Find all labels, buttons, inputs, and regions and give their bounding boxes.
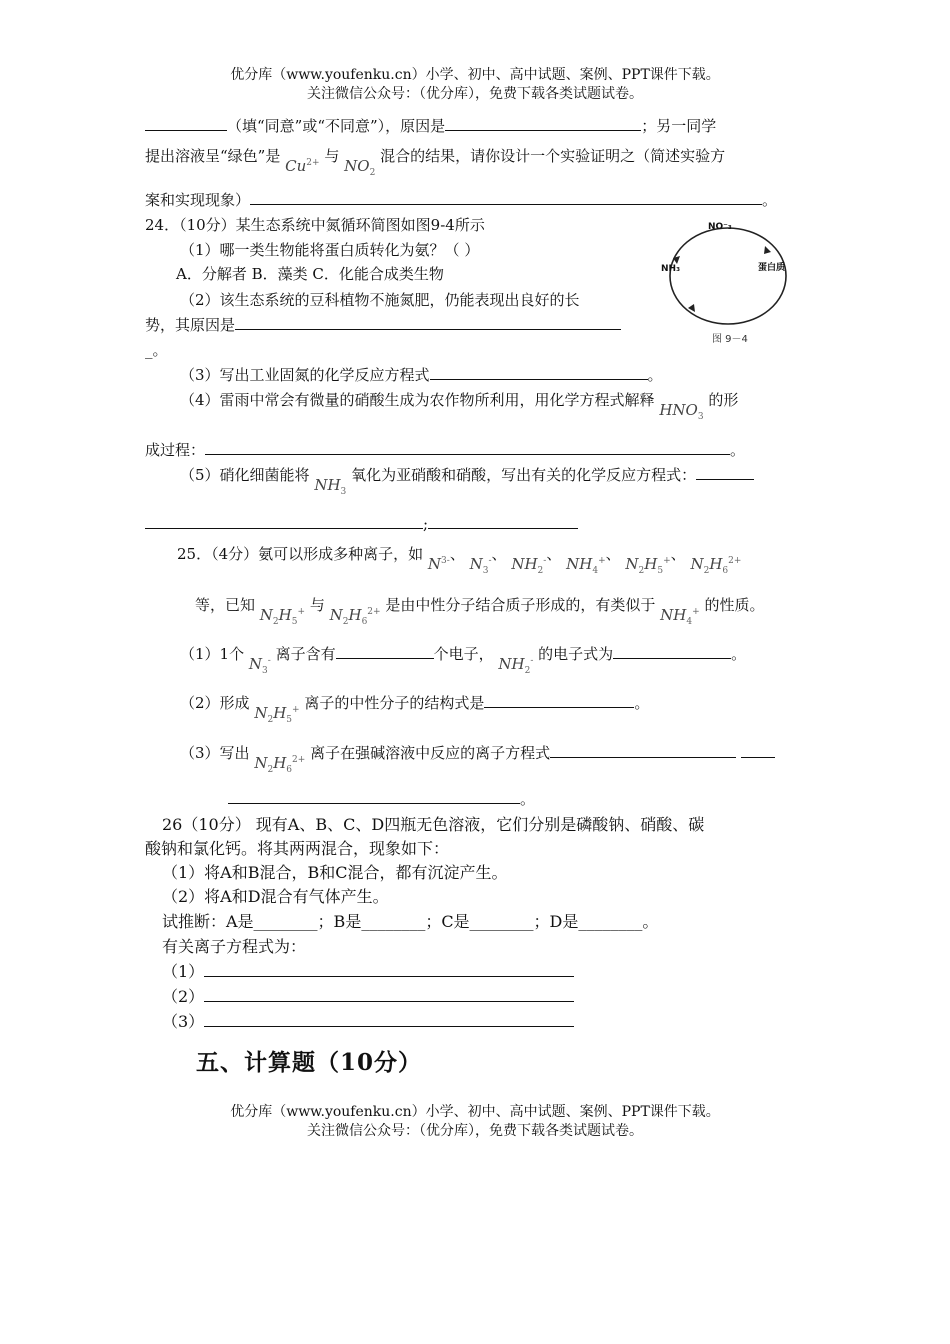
q26-title: 26（10分） 现有A、B、C、D四瓶无色溶液，它们分别是磷酸钠、硝酸、碳	[162, 815, 705, 834]
formula-nh2minus: $NH_2^-$	[511, 555, 547, 576]
q26-equation-2	[162, 987, 574, 1007]
formula-n2h5plus: $N_2H_5^+$	[259, 606, 306, 627]
diagram-label-protein: 蛋白质	[758, 263, 786, 273]
q25-text: 离子的中性分子的结构式是	[304, 694, 485, 712]
q26-text: （3）	[162, 1012, 205, 1031]
answer-blank[interactable]	[550, 743, 736, 758]
q25-text: 。	[634, 694, 650, 712]
separator: 、	[605, 545, 621, 563]
q24-text: （3）写出工业固氮的化学反应方程式	[180, 366, 430, 384]
q25-part-3-line-2	[228, 789, 535, 809]
formula-nh2minus: $NH_2^-$	[498, 655, 534, 676]
q25-text: 25．（4分）氨可以形成多种离子，如	[177, 545, 424, 563]
q24-text: 氧化为亚硝酸和硝酸，写出有关的化学反应方程式：	[351, 466, 697, 484]
q23-text: 与	[324, 147, 340, 165]
q24-text: 的形	[708, 391, 739, 409]
q25-text: 。	[520, 790, 536, 808]
section-heading: 五、计算题（10分）	[196, 1049, 423, 1076]
answer-blank[interactable]	[336, 644, 434, 659]
q24-title: 24．（10分）某生态系统中氮循环简图如图9-4所示	[145, 216, 485, 234]
q25-text: 与	[309, 596, 325, 614]
separator: 、	[670, 545, 686, 563]
q26-text: （2）	[162, 987, 205, 1006]
q23-text: 提出溶液呈“绿色”是	[145, 147, 281, 165]
q24-text: （5）硝化细菌能将	[180, 466, 310, 484]
answer-blank[interactable]	[145, 116, 227, 131]
formula-n2h6-2plus: $N_2H_6^{2+}$	[329, 606, 381, 627]
q25-text: （1）1个	[180, 645, 245, 663]
formula-n2h6-2plus: $N_2H_6^{2+}$	[690, 555, 742, 576]
q24-part-1-options: A．分解者 B．藻类 C．化能合成类生物	[176, 265, 444, 283]
formula-no2: $NO_2$	[344, 157, 376, 178]
answer-blank[interactable]	[204, 962, 574, 977]
q24-part-1: （1）哪一类生物能将蛋白质转化为氨？（ ）	[180, 241, 480, 259]
q24-part-4-line-2	[145, 440, 745, 460]
answer-blank[interactable]	[235, 315, 621, 330]
formula-n3-azide: $N_3^-$	[469, 555, 492, 576]
q25-text: 是由中性分子结合质子形成的，有类似于	[385, 596, 656, 614]
q24-part-5	[180, 465, 754, 497]
formula-nh4plus: $NH_4^+$	[566, 555, 606, 576]
q24-part-2: （2）该生态系统的豆科植物不施氮肥，仍能表现出良好的长	[180, 291, 580, 309]
q25-text: 。	[731, 645, 747, 663]
formula-n2h5plus: $N_2H_5^+$	[625, 555, 671, 576]
q25-text: 的电子式为	[538, 645, 614, 663]
q26-inference[interactable]: 试推断：A是________；B是________；C是________；D是________。	[162, 912, 659, 931]
q24-text: ;	[423, 515, 429, 533]
q26-title-line-2: 酸钠和氯化钙。将其两两混合，现象如下：	[145, 839, 450, 858]
q24-part-2-line-2	[145, 315, 621, 335]
q23-line-2	[145, 143, 726, 178]
footer-line-2: 关注微信公众号：（优分库），免费下载各类试题试卷。	[307, 1123, 643, 1139]
q25-text: （2）形成	[180, 694, 250, 712]
q25-text: 的性质。	[704, 596, 765, 614]
q24-text: 。	[730, 441, 746, 459]
q24-part-3	[180, 365, 663, 385]
q24-part-2-line-3: _。	[145, 341, 168, 359]
q25-line-2	[195, 592, 765, 627]
cycle-ellipse	[670, 228, 786, 324]
q26-equation-1	[162, 962, 574, 982]
diagram-caption: 图 9－4	[712, 334, 748, 345]
arrow-to-protein	[764, 246, 771, 254]
header-line-2: 关注微信公众号：（优分库），免费下载各类试题试卷。	[307, 86, 643, 102]
q24-text: 。	[647, 366, 663, 384]
answer-blank[interactable]	[741, 743, 775, 758]
q24-text: 势，其原因是	[145, 316, 236, 334]
answer-blank[interactable]	[145, 514, 423, 529]
q26-condition-1: （1）将A和B混合，B和C混合，都有沉淀产生。	[162, 863, 508, 882]
q25-text: 离子在强碱溶液中反应的离子方程式	[310, 744, 551, 762]
formula-n3-azide: $N_3^-$	[248, 655, 271, 676]
separator: 、	[491, 545, 507, 563]
q24-text: （4）雷雨中常会有微量的硝酸生成为农作物所利用，用化学方程式解释	[180, 391, 655, 409]
answer-blank[interactable]	[204, 1012, 574, 1027]
answer-blank[interactable]	[250, 190, 762, 205]
separator: 、	[449, 545, 465, 563]
q23-line-3	[145, 190, 777, 210]
formula-cu2plus: $Cu^{2+}$	[285, 157, 320, 175]
answer-blank[interactable]	[228, 789, 520, 804]
q23-text: 。	[762, 191, 778, 209]
formula-nh3: $NH_3$	[314, 476, 347, 497]
nitrogen-cycle-diagram	[655, 218, 805, 343]
formula-hno3: $HNO_3$	[659, 401, 704, 422]
q25-text: 离子含有	[275, 645, 336, 663]
answer-blank[interactable]	[445, 116, 641, 131]
q25-text: 个电子，	[433, 645, 494, 663]
q25-title	[177, 541, 742, 576]
q23-line-1	[145, 116, 716, 136]
q24-part-4	[180, 390, 739, 422]
formula-nh4plus: $NH_4^+$	[660, 606, 700, 627]
answer-blank[interactable]	[613, 644, 731, 659]
q25-part-2	[180, 690, 650, 725]
q24-text: 成过程：	[145, 441, 206, 459]
q23-text: 混合的结果，请你设计一个实验证明之（简述实验方	[380, 147, 726, 165]
q26-equation-title: 有关离子方程式为：	[162, 937, 307, 956]
footer-line-1: 优分库（www.youfenku.cn）小学、初中、高中试题、案例、PPT课件下载。	[230, 1104, 720, 1120]
q25-text: 等，已知	[195, 596, 256, 614]
q23-text: 案和实现现象）	[145, 191, 251, 209]
formula-n2h6-2plus: $N_2H_6^{2+}$	[254, 754, 306, 775]
header-line-1: 优分库（www.youfenku.cn）小学、初中、高中试题、案例、PPT课件下载。	[230, 67, 720, 83]
formula-n3minus: $N^{3-}$	[427, 555, 450, 573]
q26-text: （1）	[162, 962, 205, 981]
answer-blank[interactable]	[205, 440, 730, 455]
q25-part-1	[180, 641, 747, 676]
answer-blank[interactable]	[428, 514, 578, 529]
q23-text: （填“同意”或“不同意”），原因是	[227, 117, 446, 135]
diagram-label-no3: NO⁻₃	[708, 222, 732, 232]
formula-n2h5plus: $N_2H_5^+$	[254, 704, 300, 725]
answer-blank[interactable]	[696, 465, 754, 480]
answer-blank[interactable]	[430, 365, 648, 380]
q23-text: ；另一同学	[641, 117, 717, 135]
q26-condition-2: （2）将A和D混合有气体产生。	[162, 887, 389, 906]
q24-part-5-line-2	[145, 514, 578, 534]
answer-blank[interactable]	[484, 693, 634, 708]
q26-equation-3	[162, 1012, 574, 1032]
answer-blank[interactable]	[204, 987, 574, 1002]
q25-part-3	[180, 740, 775, 775]
separator: 、	[546, 545, 562, 563]
diagram-label-nh3: NH₃	[661, 264, 681, 274]
q25-text: （3）写出	[180, 744, 250, 762]
